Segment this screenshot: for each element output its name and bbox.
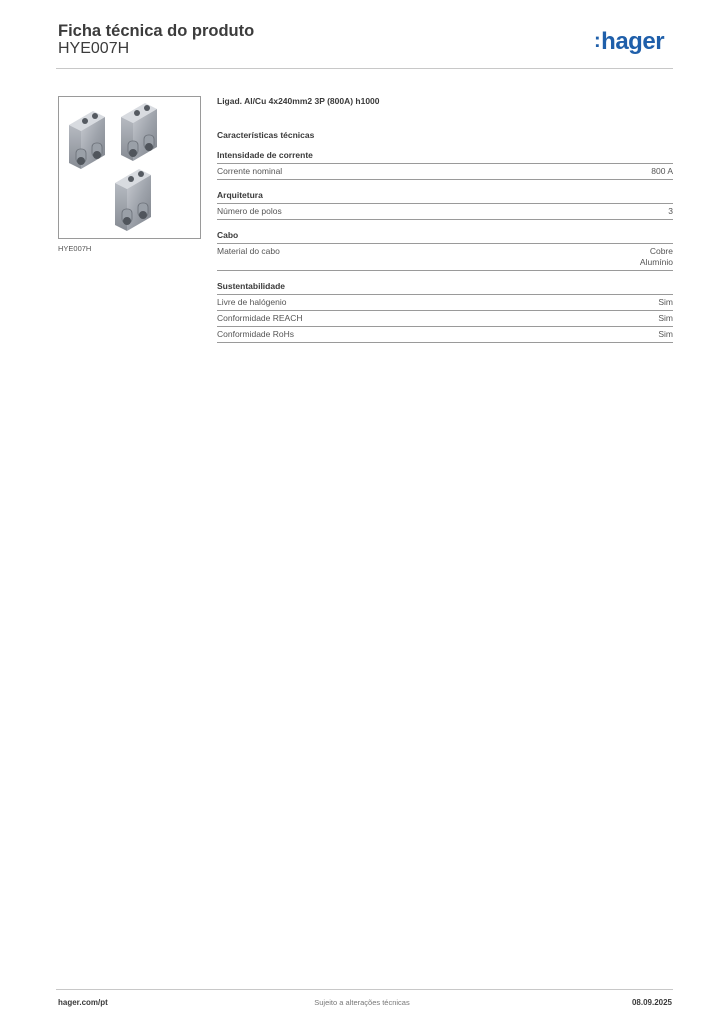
spec-value: Sim xyxy=(658,329,673,339)
logo-text: hager xyxy=(601,28,665,55)
hager-logo xyxy=(594,28,664,56)
connector-terminals-illustration xyxy=(59,97,200,238)
spec-label: Conformidade RoHs xyxy=(217,329,295,339)
spec-label: Material do cabo xyxy=(217,246,280,256)
spec-row xyxy=(217,164,673,180)
group-title-current: Intensidade de corrente xyxy=(217,150,673,164)
footer-note: Sujeito a alterações técnicas xyxy=(314,998,410,1007)
logo-colon-icon: : xyxy=(594,30,601,52)
terminal-1 xyxy=(69,111,105,169)
terminal-2 xyxy=(121,103,157,161)
spec-label: Conformidade REACH xyxy=(217,313,303,323)
section-title: Características técnicas xyxy=(217,130,315,140)
footer-website-link[interactable]: hager.com/pt xyxy=(58,998,108,1007)
spec-value: Sim xyxy=(658,297,673,307)
spec-row xyxy=(217,204,673,220)
product-name: Ligad. Al/Cu 4x240mm2 3P (800A) h1000 xyxy=(217,96,380,106)
spec-column xyxy=(217,96,673,343)
spec-row xyxy=(217,295,673,311)
spec-row xyxy=(217,327,673,343)
spec-label: Livre de halógenio xyxy=(217,297,287,307)
page-title: Ficha técnica do produto xyxy=(58,22,255,40)
group-title-cable: Cabo xyxy=(217,230,673,244)
product-image xyxy=(58,96,201,239)
terminal-3 xyxy=(115,169,151,231)
spec-value xyxy=(640,246,673,268)
spec-label: Corrente nominal xyxy=(217,166,283,176)
spec-value-line-1: Cobre xyxy=(649,246,673,256)
spec-row xyxy=(217,244,673,271)
group-title-architecture: Arquitetura xyxy=(217,190,673,204)
spec-row xyxy=(217,311,673,327)
spec-value: 800 A xyxy=(651,166,673,176)
spec-value-line-2: Alumínio xyxy=(639,257,673,267)
footer-date: 08.09.2025 xyxy=(631,998,672,1007)
spec-value: Sim xyxy=(658,313,673,323)
footer-divider xyxy=(56,989,673,990)
spec-value: 3 xyxy=(668,206,673,216)
product-reference: HYE007H xyxy=(58,40,130,57)
image-caption: HYE007H xyxy=(58,244,92,253)
group-title-sustainability: Sustentabilidade xyxy=(217,281,673,295)
spec-label: Número de polos xyxy=(217,206,282,216)
header-divider xyxy=(56,68,673,69)
